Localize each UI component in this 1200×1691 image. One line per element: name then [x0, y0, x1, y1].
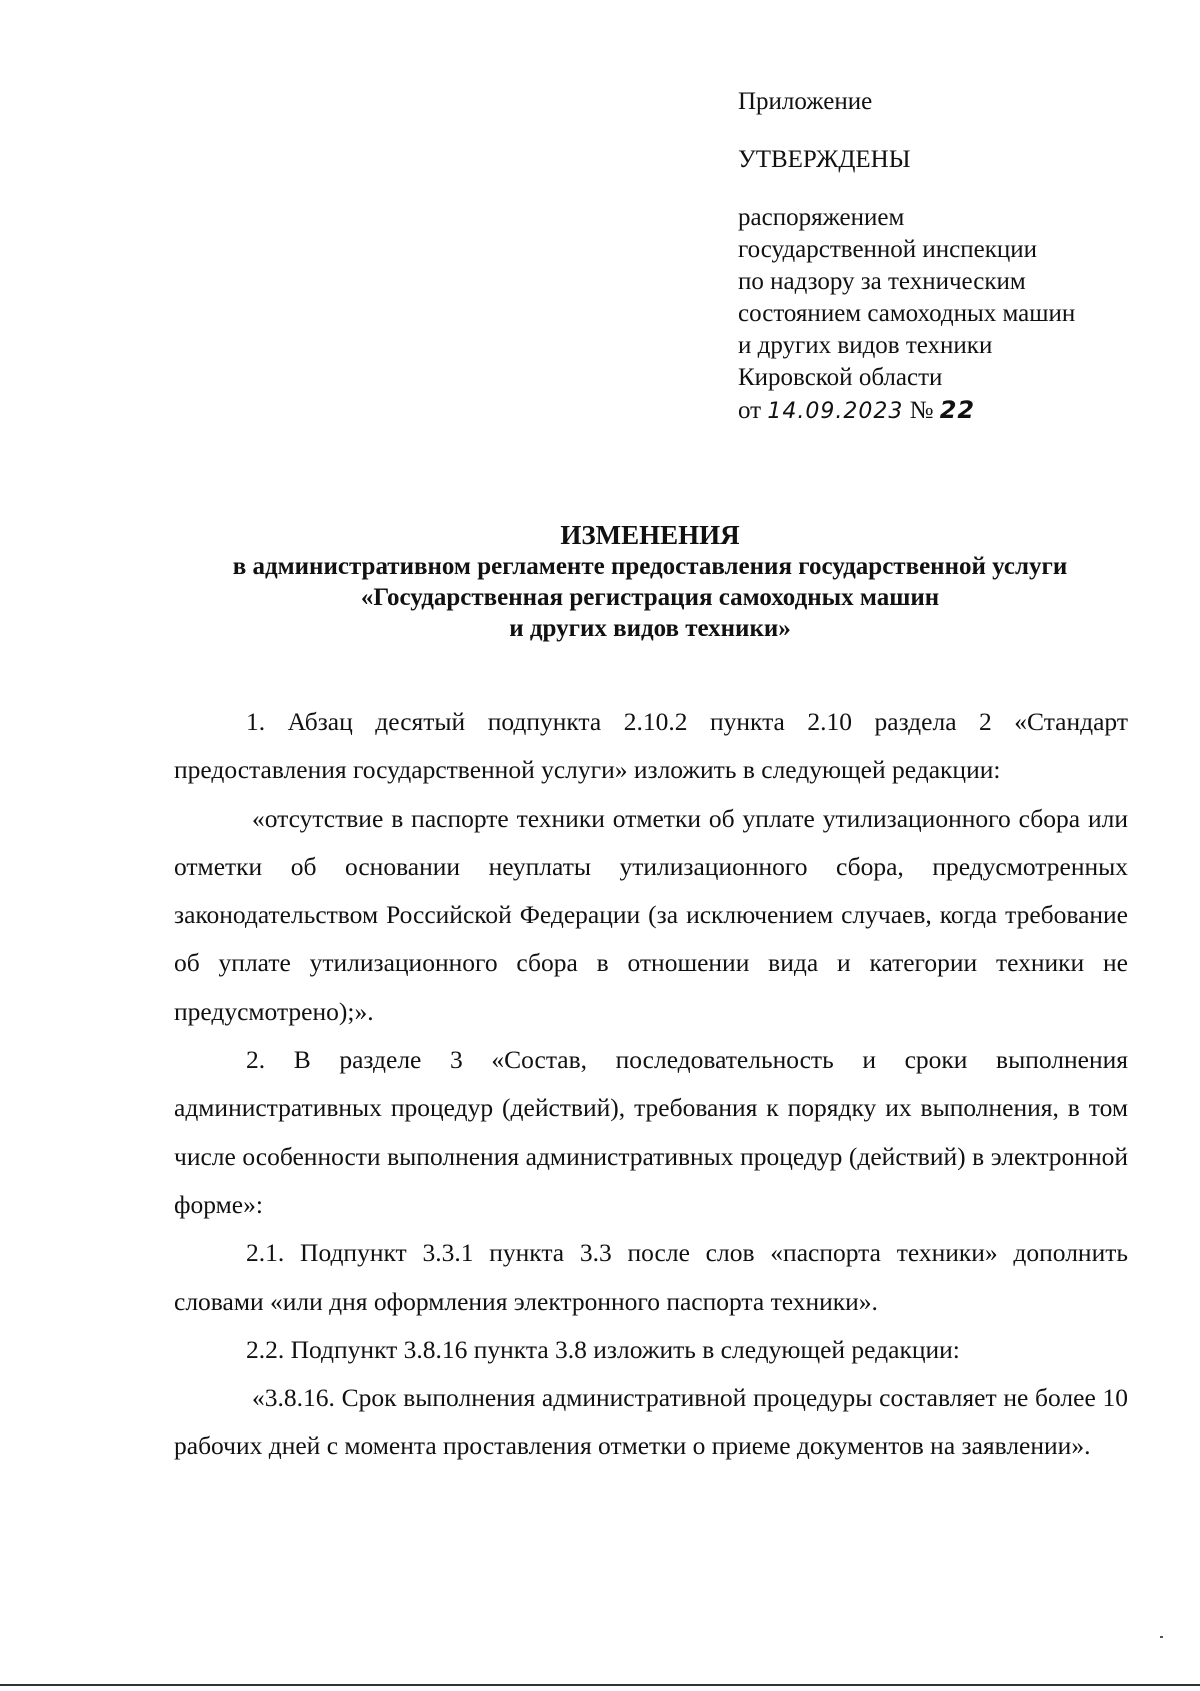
paragraph-quote-1: «отсутствие в паспорте техники отметки об уплате утилизационного сбора или отметки об основании неуплаты утилизационного сбора, предусмотренных законодательством Российской Федерации (за исключением случаев, когда требование об уплате утилизационного сбора в отношении вида и категории техники не предусмотрено);».: [174, 803, 1128, 1026]
handwritten-date: 14.09.2023: [767, 399, 904, 424]
document-title: [150, 520, 1150, 644]
approved-label: УТВЕРЖДЕНЫ: [738, 146, 911, 173]
paragraph-item-1: 1. Абзац десятый подпункта 2.10.2 пункта 2.10 раздела 2 «Стандарт предоставления государственной услуги» изложить в следующей редакции:: [174, 707, 1128, 785]
title-heading: ИЗМЕНЕНИЯ: [560, 520, 740, 550]
scan-speck: [1160, 1636, 1163, 1638]
title-line: и других видов техники»: [509, 615, 791, 642]
title-line: «Государственная регистрация самоходных машин: [360, 584, 940, 611]
paragraph-quote-2: «3.8.16. Срок выполнения административной процедуры составляет не более 10 рабочих дней с момента проставления отметки о приеме документов на заявлении».: [174, 1383, 1128, 1461]
document-body: [174, 698, 1128, 1471]
annex-label: Приложение: [738, 88, 873, 115]
approval-line: Кировской области: [738, 364, 943, 391]
paragraph-item-2-2: 2.2. Подпункт 3.8.16 пункта 3.8 изложить в следующей редакции:: [246, 1334, 960, 1364]
page-bottom-edge: [0, 1684, 1200, 1686]
approval-line: распоряжением: [738, 204, 905, 231]
approval-line: состоянием самоходных машин: [738, 300, 1076, 327]
title-line: в административном регламенте предоставления государственной услуги: [232, 553, 1068, 580]
date-prefix: от: [738, 397, 762, 424]
approval-date-line: [738, 394, 1158, 428]
approval-line: по надзору за техническим: [738, 268, 1026, 295]
paragraph-item-2-1: 2.1. Подпункт 3.3.1 пункта 3.3 после слов «паспорта техники» дополнить словами «или дня оформления электронного паспорта техники».: [174, 1238, 1128, 1316]
approval-line: и других видов техники: [738, 332, 993, 359]
approval-line: государственной инспекции: [738, 236, 1038, 263]
handwritten-number: 22: [939, 396, 976, 424]
number-sign: №: [909, 397, 934, 424]
approval-block: [738, 86, 1158, 428]
paragraph-item-2: 2. В разделе 3 «Состав, последовательность и сроки выполнения административных процедур (действий), требования к порядку их выполнения, в том числе особенности выполнения административных процедур (действий) в электронной форме»:: [174, 1045, 1128, 1219]
